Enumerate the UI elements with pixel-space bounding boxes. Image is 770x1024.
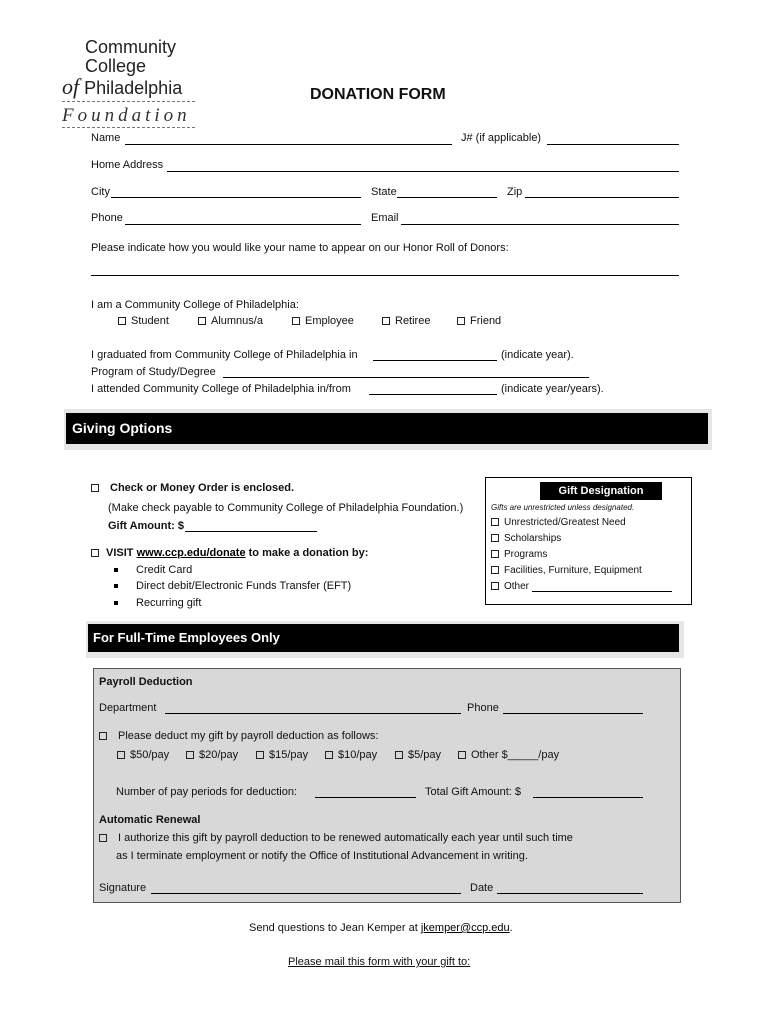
amount-label: $50/pay xyxy=(130,749,170,761)
deduct-prompt: Please deduct my gift by payroll deduction as follows: xyxy=(118,730,379,742)
date-label: Date xyxy=(470,882,494,894)
checkbox-icon xyxy=(198,317,206,325)
name-field[interactable] xyxy=(125,144,452,145)
affiliation-retiree[interactable] xyxy=(382,315,430,327)
designation-unrestricted[interactable] xyxy=(491,517,626,528)
affiliation-student[interactable] xyxy=(118,315,169,327)
jnum-label: J# (if applicable) xyxy=(461,132,542,144)
employees-title: For Full-Time Employees Only xyxy=(93,630,280,645)
affiliation-retiree-label: Retiree xyxy=(395,315,431,327)
attended-hint: (indicate year/years). xyxy=(501,383,604,395)
amount-label: $5/pay xyxy=(408,749,442,761)
questions-text xyxy=(249,922,513,934)
designation-label: Other xyxy=(504,581,530,592)
checkbox-icon xyxy=(395,751,403,759)
checkbox-icon xyxy=(256,751,264,759)
affiliation-prompt: I am a Community College of Philadelphia: xyxy=(91,299,299,311)
method-eft xyxy=(114,580,351,592)
graduated-hint: (indicate year). xyxy=(501,349,574,361)
designation-label: Scholarships xyxy=(504,533,562,544)
contact-email-link[interactable]: jkemper@ccp.edu xyxy=(420,922,510,934)
checkbox-icon xyxy=(458,751,466,759)
payroll-deduction-box xyxy=(93,668,681,903)
logo-line2: College xyxy=(85,56,147,76)
zip-field[interactable] xyxy=(525,197,679,198)
pay-periods-field[interactable] xyxy=(315,797,416,798)
designation-facilities[interactable] xyxy=(491,565,642,576)
checkbox-icon xyxy=(99,732,107,740)
graduated-label: I graduated from Community College of Philadelphia in xyxy=(91,349,358,361)
designation-label: Facilities, Furniture, Equipment xyxy=(504,565,642,576)
signature-label: Signature xyxy=(99,882,147,894)
checkbox-icon xyxy=(457,317,465,325)
method-label: Recurring gift xyxy=(136,597,202,609)
renewal-option[interactable] xyxy=(99,832,573,844)
method-credit-card xyxy=(114,564,192,576)
logo-of: of xyxy=(62,74,80,99)
state-label: State xyxy=(371,186,397,198)
gift-designation-box xyxy=(485,477,692,605)
checkbox-icon xyxy=(186,751,194,759)
state-field[interactable] xyxy=(397,197,497,198)
gift-amount-label: Gift Amount: $ xyxy=(108,520,184,532)
honor-roll-label: Please indicate how you would like your name to appear on our Honor Roll of Donors: xyxy=(91,242,509,254)
affiliation-employee[interactable] xyxy=(292,315,354,327)
checkbox-icon xyxy=(117,751,125,759)
page-title: DONATION FORM xyxy=(310,86,446,103)
address-field[interactable] xyxy=(167,171,679,172)
affiliation-employee-label: Employee xyxy=(305,315,354,327)
amount-10[interactable] xyxy=(325,749,377,761)
affiliation-friend-label: Friend xyxy=(470,315,502,327)
designation-other-field[interactable] xyxy=(532,591,672,592)
attended-label: I attended Community College of Philadelphia in/from xyxy=(91,383,351,395)
total-gift-label: Total Gift Amount: $ xyxy=(425,786,521,798)
mail-instruction: Please mail this form with your gift to: xyxy=(288,956,471,968)
amount-50[interactable] xyxy=(117,749,169,761)
employees-header xyxy=(88,624,679,652)
checkbox-icon xyxy=(99,834,107,842)
designation-label: Unrestricted/Greatest Need xyxy=(504,517,626,528)
gift-amount-field[interactable] xyxy=(185,531,317,532)
deduct-option[interactable] xyxy=(99,730,378,742)
check-option-label: Check or Money Order is enclosed. xyxy=(110,482,295,494)
checkbox-icon xyxy=(491,518,499,526)
amount-15[interactable] xyxy=(256,749,308,761)
date-field[interactable] xyxy=(497,893,643,894)
amount-label: $10/pay xyxy=(338,749,378,761)
checkbox-icon xyxy=(91,484,99,492)
payroll-phone-label: Phone xyxy=(467,702,499,714)
logo-line1: Community xyxy=(85,37,177,57)
affiliation-student-label: Student xyxy=(131,315,169,327)
check-option[interactable] xyxy=(91,482,294,494)
phone-label: Phone xyxy=(91,212,123,224)
method-recurring xyxy=(114,597,201,609)
visit-label: VISIT xyxy=(106,547,134,559)
signature-field[interactable] xyxy=(151,893,461,894)
gift-designation-header: Gift Designation xyxy=(540,482,662,500)
questions-post: . xyxy=(509,922,513,934)
donate-link[interactable]: www.ccp.edu/donate xyxy=(136,547,246,559)
phone-field[interactable] xyxy=(125,224,361,225)
affiliation-alumnus[interactable] xyxy=(198,315,263,327)
affiliation-alumnus-label: Alumnus/a xyxy=(211,315,263,327)
logo-foundation: Foundation xyxy=(62,105,191,126)
payroll-title: Payroll Deduction xyxy=(99,676,193,688)
checkbox-icon xyxy=(118,317,126,325)
checkbox-icon xyxy=(292,317,300,325)
amount-label: Other $_____/pay xyxy=(471,749,560,761)
logo-line3 xyxy=(62,74,183,99)
zip-label: Zip xyxy=(507,186,523,198)
logo-philadelphia: Philadelphia xyxy=(79,78,183,98)
pay-periods-label: Number of pay periods for deduction: xyxy=(116,786,297,798)
email-field[interactable] xyxy=(401,224,679,225)
amount-label: $15/pay xyxy=(269,749,309,761)
checkbox-icon xyxy=(91,549,99,557)
check-note: (Make check payable to Community College of Philadelphia Foundation.) xyxy=(108,502,464,514)
amount-20[interactable] xyxy=(186,749,238,761)
logo-divider-bottom xyxy=(62,127,195,128)
renewal-line1: I authorize this gift by payroll deduction to be renewed automatically each year until such time xyxy=(118,832,573,844)
designation-other[interactable] xyxy=(491,581,529,592)
total-gift-field[interactable] xyxy=(533,797,643,798)
foundation-logo xyxy=(62,38,197,128)
checkbox-icon xyxy=(491,566,499,574)
checkbox-icon xyxy=(491,582,499,590)
questions-pre: Send questions to Jean Kemper at xyxy=(249,922,418,934)
department-label: Department xyxy=(99,702,157,714)
giving-options-header xyxy=(66,413,708,444)
logo-divider xyxy=(62,101,195,102)
program-label: Program of Study/Degree xyxy=(91,366,216,378)
bullet-icon xyxy=(114,568,118,572)
payroll-phone-field[interactable] xyxy=(503,713,643,714)
amount-5[interactable] xyxy=(395,749,441,761)
checkbox-icon xyxy=(382,317,390,325)
amount-other[interactable] xyxy=(458,749,559,761)
checkbox-icon xyxy=(325,751,333,759)
designation-programs[interactable] xyxy=(491,549,547,560)
jnum-field[interactable] xyxy=(547,144,679,145)
department-field[interactable] xyxy=(165,713,461,714)
renewal-line2: as I terminate employment or notify the Office of Institutional Advancement in writing. xyxy=(116,850,528,862)
address-label: Home Address xyxy=(91,159,164,171)
email-label: Email xyxy=(371,212,399,224)
checkbox-icon xyxy=(491,534,499,542)
bullet-icon xyxy=(114,584,118,588)
bullet-icon xyxy=(114,601,118,605)
city-field[interactable] xyxy=(111,197,361,198)
graduated-year-field[interactable] xyxy=(373,360,497,361)
honor-roll-field[interactable] xyxy=(91,275,679,276)
gift-designation-note: Gifts are unrestricted unless designated. xyxy=(491,503,635,512)
checkbox-icon xyxy=(491,550,499,558)
name-label: Name xyxy=(91,132,121,144)
affiliation-friend[interactable] xyxy=(457,315,501,327)
city-label: City xyxy=(91,186,110,198)
program-field[interactable] xyxy=(223,377,589,378)
attended-years-field[interactable] xyxy=(369,394,497,395)
giving-options-title: Giving Options xyxy=(72,420,173,436)
designation-scholarships[interactable] xyxy=(491,533,561,544)
method-label: Credit Card xyxy=(136,564,193,576)
designation-label: Programs xyxy=(504,549,548,560)
visit-post-label: to make a donation by: xyxy=(248,547,369,559)
amount-label: $20/pay xyxy=(199,749,239,761)
renewal-title: Automatic Renewal xyxy=(99,814,201,826)
visit-option[interactable] xyxy=(91,547,368,559)
method-label: Direct debit/Electronic Funds Transfer (EFT) xyxy=(136,580,352,592)
